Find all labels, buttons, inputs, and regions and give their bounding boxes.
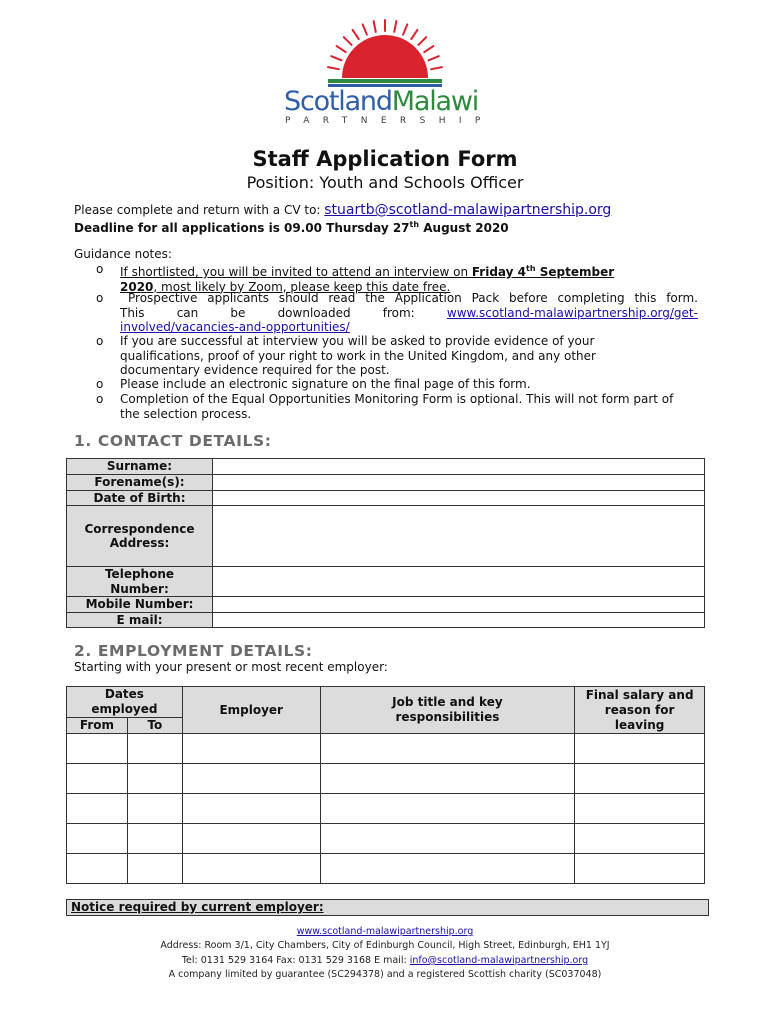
forenames-label: Forename(s): — [67, 475, 213, 491]
vacancies-link-continued[interactable]: involved/vacancies-and-opportunities/ — [120, 320, 350, 334]
table-row — [67, 824, 705, 854]
deadline-sup: th — [409, 220, 420, 229]
telephone-field[interactable] — [213, 567, 705, 597]
guidance-item-equal-opps: Completion of the Equal Opportunities Monitoring Form is optional. This will not form part of the selection process. — [120, 392, 674, 421]
address-label — [67, 506, 213, 567]
dob-label: Date of Birth: — [67, 490, 213, 506]
surname-field[interactable] — [213, 459, 705, 475]
to-cell[interactable] — [127, 824, 182, 854]
job-title-cell[interactable] — [320, 794, 575, 824]
deadline-text-a: Deadline for all applications is 09.00 Thursday 27 — [74, 221, 410, 235]
guidance-interview-e: , most likely by Zoom, please keep this date free. — [153, 279, 451, 294]
vacancies-link[interactable]: www.scotland-malawipartnership.org/get- — [446, 305, 698, 320]
dates-employed-header: Dates employed — [67, 687, 183, 718]
salary-cell[interactable] — [575, 854, 705, 884]
mobile-field[interactable] — [213, 597, 705, 613]
return-instruction — [74, 203, 611, 218]
return-instruction-text: Please complete and return with a CV to: — [74, 203, 325, 217]
from-cell[interactable] — [67, 764, 128, 794]
from-cell[interactable] — [67, 854, 128, 884]
from-header: From — [67, 718, 128, 734]
guidance-interview-sup: th — [526, 264, 536, 273]
mobile-label: Mobile Number: — [67, 597, 213, 613]
table-row — [67, 854, 705, 884]
sun-ray — [344, 37, 352, 45]
telephone-label-line2: Number: — [110, 581, 169, 596]
sun-ray — [374, 21, 376, 32]
forenames-field[interactable] — [213, 475, 705, 491]
position-title: Position: Youth and Schools Officer — [246, 173, 524, 192]
guidance-item-evidence: If you are successful at interview you will be asked to provide evidence of your qualifications, proof of your right to work in the United Kingdom, and any other documentary evidence required for the post. — [120, 334, 596, 377]
telephone-label-line1: Telephone — [104, 567, 175, 581]
email-label: E mail: — [67, 612, 213, 628]
table-row — [67, 764, 705, 794]
table-row — [67, 734, 705, 764]
salary-cell[interactable] — [575, 764, 705, 794]
to-cell[interactable] — [127, 794, 182, 824]
bullet-marker: o — [96, 392, 104, 406]
guidance-interview-year: 2020 — [120, 279, 154, 294]
sun-ray — [394, 21, 396, 32]
contact-details-heading: 1. CONTACT DETAILS: — [74, 432, 272, 450]
guidance-pack-word: from: — [382, 305, 415, 320]
from-cell[interactable] — [67, 734, 128, 764]
table-row — [67, 794, 705, 824]
email-field[interactable] — [213, 612, 705, 628]
guidance-pack-word: can — [176, 305, 199, 320]
bullet-marker: o — [96, 334, 104, 348]
guidance-heading: Guidance notes: — [74, 247, 172, 261]
deadline-text-b: August 2020 — [419, 221, 509, 235]
from-cell[interactable] — [67, 824, 128, 854]
guidance-interview-underlined — [120, 265, 614, 294]
final-salary-header: Final salary and reason for leaving — [575, 687, 705, 734]
job-title-cell[interactable] — [320, 824, 575, 854]
footer-website — [0, 926, 770, 937]
footer-contact — [0, 955, 770, 966]
job-title-cell[interactable] — [320, 764, 575, 794]
footer-contact-text: Tel: 0131 529 3164 Fax: 0131 529 3168 E mail: — [181, 955, 410, 966]
surname-label: Surname: — [67, 459, 213, 475]
footer-email-link[interactable]: info@scotland-malawipartnership.org — [409, 955, 589, 966]
salary-cell[interactable] — [575, 794, 705, 824]
notice-required-row[interactable] — [66, 899, 709, 916]
return-email-link[interactable]: stuartb@scotland-malawipartnership.org — [324, 202, 612, 218]
job-title-header: Job title and key responsibilities — [320, 687, 575, 734]
sun-ray — [431, 67, 442, 69]
bullet-marker: o — [96, 377, 104, 391]
salary-cell[interactable] — [575, 734, 705, 764]
employer-header: Employer — [182, 687, 320, 734]
logo-wordmark — [284, 86, 478, 117]
employer-cell[interactable] — [182, 764, 320, 794]
footer-website-link[interactable]: www.scotland-malawipartnership.org — [296, 926, 474, 937]
address-label-line1: Correspondence — [84, 521, 195, 536]
to-cell[interactable] — [127, 734, 182, 764]
logo-word-malawi: Malawi — [391, 86, 479, 117]
sun-ray — [337, 46, 346, 52]
guidance-interview-month: September — [535, 265, 615, 279]
guidance-interview-a: If shortlisted, you will be invited to attend an interview on — [120, 265, 472, 279]
job-title-cell[interactable] — [320, 734, 575, 764]
logo-word-scotland: Scotland — [284, 86, 392, 117]
sun-ray — [418, 37, 426, 45]
sun-ray — [331, 56, 341, 60]
sun-ray — [363, 24, 367, 34]
employer-cell[interactable] — [182, 824, 320, 854]
from-cell[interactable] — [67, 794, 128, 824]
logo-subtitle: PARTNERSHIP — [285, 116, 494, 126]
employer-cell[interactable] — [182, 854, 320, 884]
employment-table — [66, 686, 705, 884]
guidance-pack-word: This — [120, 305, 145, 320]
guidance-pack-line2 — [120, 306, 698, 321]
guidance-item-interview — [120, 262, 698, 294]
sun-ray — [403, 24, 407, 34]
address-field[interactable] — [213, 506, 705, 567]
deadline — [74, 218, 509, 236]
guidance-pack-word: be — [230, 305, 246, 320]
guidance-pack-word: downloaded — [277, 305, 351, 320]
to-cell[interactable] — [127, 854, 182, 884]
employment-details-heading: 2. EMPLOYMENT DETAILS: — [74, 642, 313, 660]
guidance-pack-line1: Prospective applicants should read the Application Pack before completing this form. — [128, 291, 698, 305]
sun-ray — [424, 46, 433, 52]
to-header: To — [127, 718, 182, 734]
notice-required-label: Notice required by current employer: — [71, 900, 324, 914]
form-title: Staff Application Form — [252, 147, 518, 171]
sun-ray — [411, 30, 417, 39]
sun-ray — [429, 56, 439, 60]
footer-charity: A company limited by guarantee (SC294378) and a registered Scottish charity (SC037048) — [168, 969, 602, 980]
address-label-line2: Address: — [109, 536, 170, 550]
employer-cell[interactable] — [182, 794, 320, 824]
employment-intro: Starting with your present or most recent employer: — [74, 660, 388, 674]
guidance-item-application-pack — [120, 291, 698, 335]
sun-ray — [328, 67, 339, 69]
bullet-marker: o — [96, 262, 104, 276]
footer-address: Address: Room 3/1, City Chambers, City of Edinburgh Council, High Street, Edinburgh, EH1 1YJ — [160, 940, 610, 951]
sun-ray — [353, 30, 359, 39]
dob-field[interactable] — [213, 490, 705, 506]
contact-details-table — [66, 458, 705, 628]
telephone-label — [67, 567, 213, 597]
guidance-item-signature: Please include an electronic signature on the final page of this form. — [120, 377, 531, 391]
guidance-interview-date: Friday 4 — [471, 265, 527, 279]
bullet-marker: o — [96, 291, 104, 305]
to-cell[interactable] — [127, 764, 182, 794]
salary-cell[interactable] — [575, 824, 705, 854]
employer-cell[interactable] — [182, 734, 320, 764]
job-title-cell[interactable] — [320, 854, 575, 884]
